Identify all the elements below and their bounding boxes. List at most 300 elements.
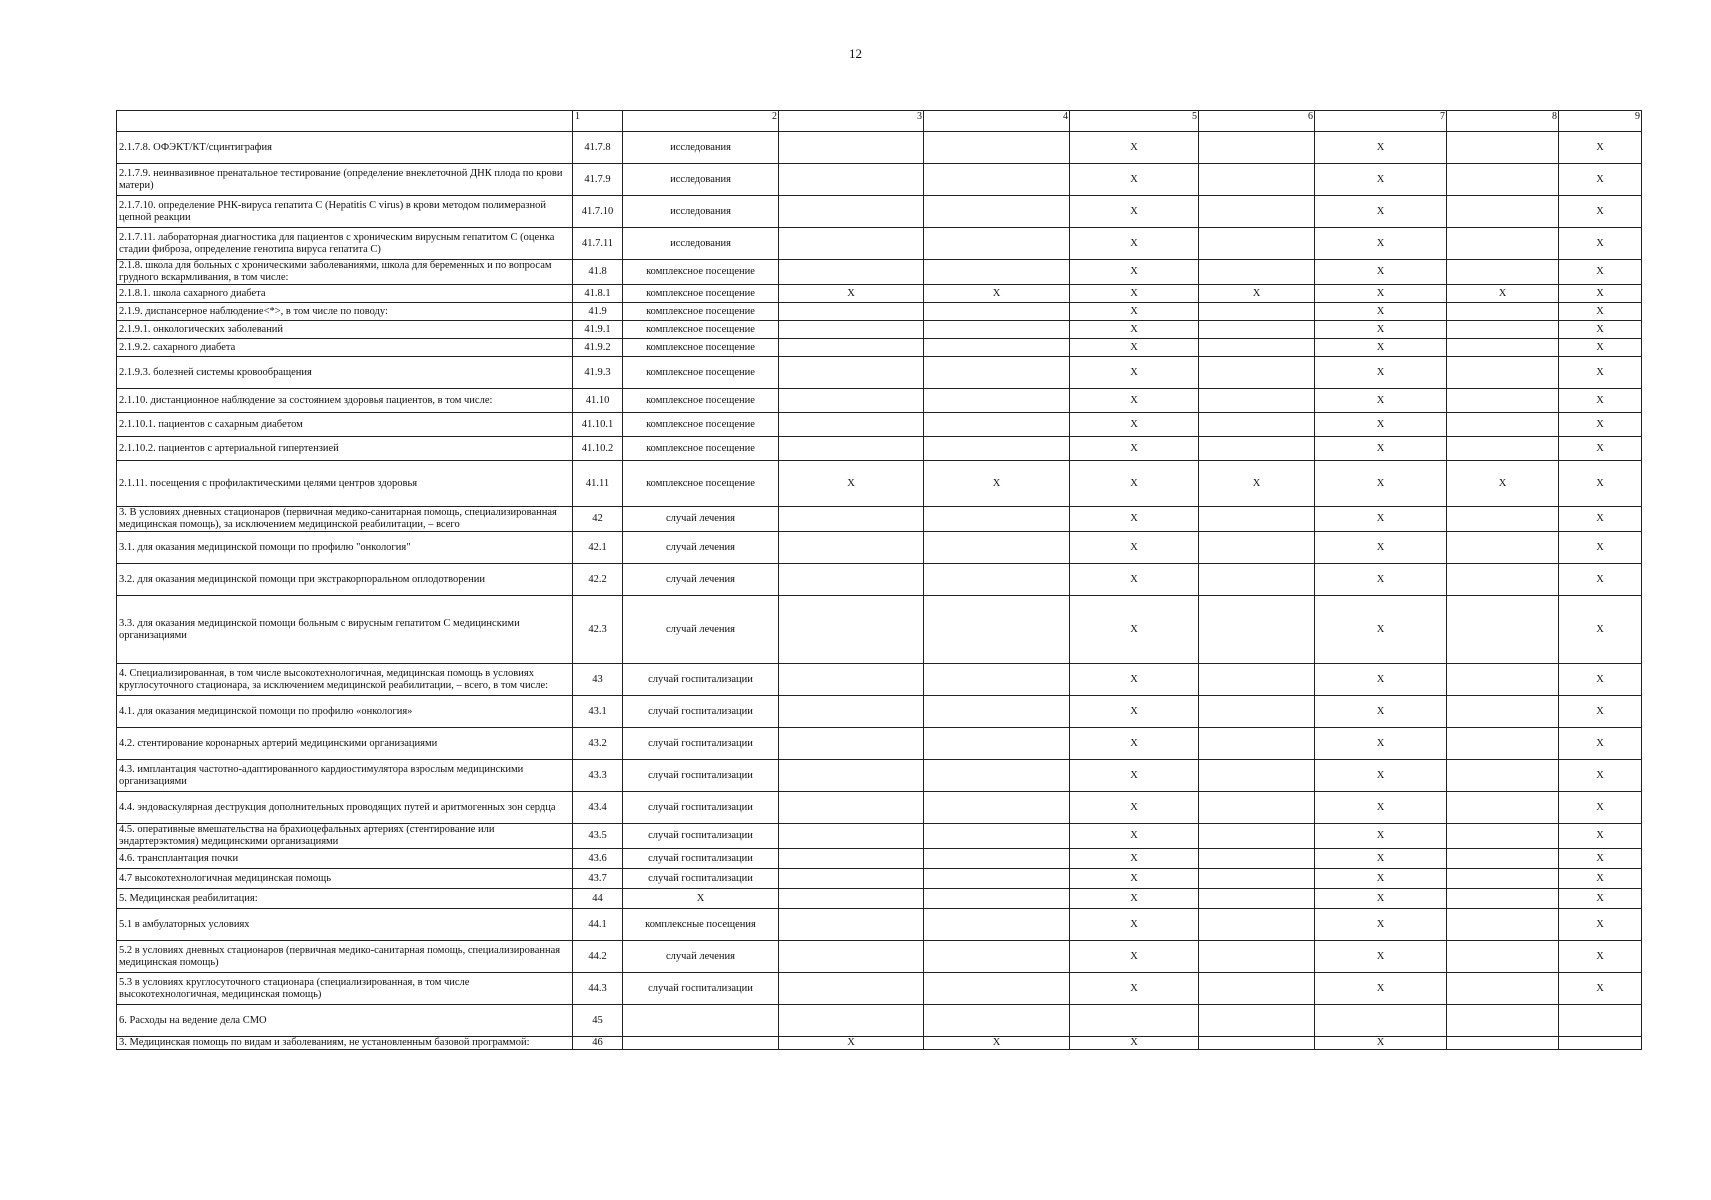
col3-cell — [779, 564, 924, 596]
col8-cell — [1447, 973, 1559, 1005]
header-row — [117, 111, 1642, 132]
col8-cell — [1447, 228, 1559, 260]
col6-cell — [1199, 849, 1315, 869]
row-code-cell: 41.11 — [573, 461, 623, 507]
col8-cell — [1447, 696, 1559, 728]
col8-cell — [1447, 664, 1559, 696]
row-code-cell: 41.9 — [573, 303, 623, 321]
col6-cell — [1199, 596, 1315, 664]
col5-cell: X — [1070, 164, 1199, 196]
row-name-cell: 2.1.8.1. школа сахарного диабета — [117, 285, 573, 303]
row-name-cell: 3.2. для оказания медицинской помощи при экстракорпоральном оплодотворении — [117, 564, 573, 596]
col8-cell — [1447, 413, 1559, 437]
row-code-cell: 42.3 — [573, 596, 623, 664]
table-row — [117, 357, 1642, 389]
row-name-cell: 6. Расходы на ведение дела СМО — [117, 1005, 573, 1037]
col3-cell — [779, 909, 924, 941]
row-code-cell: 44.1 — [573, 909, 623, 941]
row-name-cell: 5.3 в условиях круглосуточного стационара (специализированная, в том числе высокотехнологичная, медицинская помощь) — [117, 973, 573, 1005]
col4-cell — [924, 164, 1070, 196]
table-row — [117, 728, 1642, 760]
col4-cell — [924, 507, 1070, 532]
col4-cell — [924, 321, 1070, 339]
row-name-cell: 4.5. оперативные вмешательства на брахиоцефальных артериях (стентирование или эндартерэктомия) медицинскими организациями — [117, 824, 573, 849]
col5-cell: X — [1070, 228, 1199, 260]
row-unit-cell: случай госпитализации — [623, 824, 779, 849]
row-code-cell: 41.10.1 — [573, 413, 623, 437]
col9-cell: X — [1559, 696, 1642, 728]
col7-cell: X — [1315, 228, 1447, 260]
row-name-cell: 4. Специализированная, в том числе высокотехнологичная, медицинская помощь в условиях круглосуточного стационара, за исключением медицинской реабилитации, – всего, в том числе: — [117, 664, 573, 696]
col5-cell: X — [1070, 285, 1199, 303]
col9-cell: X — [1559, 164, 1642, 196]
row-code-cell: 43.1 — [573, 696, 623, 728]
col5-cell: X — [1070, 1037, 1199, 1050]
row-unit-cell: исследования — [623, 228, 779, 260]
col3-cell — [779, 869, 924, 889]
row-code-cell: 41.9.3 — [573, 357, 623, 389]
col3-cell — [779, 1005, 924, 1037]
table-row — [117, 973, 1642, 1005]
row-name-cell: 2.1.7.11. лабораторная диагностика для пациентов с хроническим вирусным гепатитом С (оценка стадии фиброза, определение генотипа вируса гепатита С) — [117, 228, 573, 260]
col4-cell — [924, 357, 1070, 389]
column-number-0 — [117, 111, 573, 132]
col4-cell: X — [924, 285, 1070, 303]
table-row — [117, 303, 1642, 321]
col7-cell: X — [1315, 792, 1447, 824]
row-name-cell: 4.1. для оказания медицинской помощи по профилю «онкология» — [117, 696, 573, 728]
col7-cell: X — [1315, 889, 1447, 909]
col6-cell — [1199, 532, 1315, 564]
row-unit-cell: случай лечения — [623, 507, 779, 532]
col6-cell — [1199, 437, 1315, 461]
col4-cell — [924, 596, 1070, 664]
col8-cell — [1447, 260, 1559, 285]
col8-cell — [1447, 824, 1559, 849]
col6-cell — [1199, 824, 1315, 849]
row-name-cell: 3.3. для оказания медицинской помощи больным с вирусным гепатитом С медицинскими организациями — [117, 596, 573, 664]
col7-cell: X — [1315, 132, 1447, 164]
col7-cell: X — [1315, 285, 1447, 303]
col3-cell — [779, 437, 924, 461]
column-number-4: 4 — [924, 111, 1070, 132]
col7-cell: X — [1315, 909, 1447, 941]
table-row — [117, 1037, 1642, 1050]
col5-cell: X — [1070, 909, 1199, 941]
col8-cell — [1447, 196, 1559, 228]
column-number-6: 6 — [1199, 111, 1315, 132]
row-code-cell: 41.7.11 — [573, 228, 623, 260]
col6-cell — [1199, 196, 1315, 228]
col3-cell — [779, 889, 924, 909]
col8-cell — [1447, 164, 1559, 196]
col9-cell: X — [1559, 909, 1642, 941]
row-code-cell: 42.1 — [573, 532, 623, 564]
row-unit-cell: комплексное посещение — [623, 321, 779, 339]
col6-cell — [1199, 869, 1315, 889]
column-number-8: 8 — [1447, 111, 1559, 132]
col7-cell: X — [1315, 696, 1447, 728]
col8-cell — [1447, 303, 1559, 321]
row-name-cell: 4.3. имплантация частотно-адаптированного кардиостимулятора взрослым медицинскими организациями — [117, 760, 573, 792]
col4-cell — [924, 413, 1070, 437]
col5-cell: X — [1070, 339, 1199, 357]
col7-cell: X — [1315, 437, 1447, 461]
col9-cell: X — [1559, 461, 1642, 507]
col4-cell — [924, 303, 1070, 321]
col9-cell: X — [1559, 357, 1642, 389]
row-code-cell: 43 — [573, 664, 623, 696]
col7-cell: X — [1315, 941, 1447, 973]
row-code-cell: 43.5 — [573, 824, 623, 849]
col7-cell: X — [1315, 164, 1447, 196]
table-row — [117, 339, 1642, 357]
col7-cell: X — [1315, 728, 1447, 760]
col3-cell: X — [779, 285, 924, 303]
row-unit-cell: случай лечения — [623, 532, 779, 564]
row-code-cell: 43.3 — [573, 760, 623, 792]
col6-cell — [1199, 132, 1315, 164]
table-row — [117, 532, 1642, 564]
col7-cell: X — [1315, 196, 1447, 228]
col7-cell: X — [1315, 507, 1447, 532]
table-row — [117, 132, 1642, 164]
table-row — [117, 564, 1642, 596]
col3-cell — [779, 303, 924, 321]
row-unit-cell: комплексное посещение — [623, 260, 779, 285]
row-name-cell: 2.1.9.2. сахарного диабета — [117, 339, 573, 357]
row-name-cell: 2.1.9. диспансерное наблюдение<*>, в том числе по поводу: — [117, 303, 573, 321]
col6-cell — [1199, 339, 1315, 357]
row-unit-cell: комплексное посещение — [623, 339, 779, 357]
col3-cell — [779, 728, 924, 760]
col9-cell: X — [1559, 728, 1642, 760]
row-unit-cell — [623, 1005, 779, 1037]
row-code-cell: 43.7 — [573, 869, 623, 889]
col9-cell: X — [1559, 824, 1642, 849]
col8-cell — [1447, 596, 1559, 664]
col7-cell: X — [1315, 532, 1447, 564]
col9-cell: X — [1559, 664, 1642, 696]
col7-cell: X — [1315, 461, 1447, 507]
col3-cell — [779, 413, 924, 437]
table-row — [117, 437, 1642, 461]
row-code-cell: 46 — [573, 1037, 623, 1050]
col3-cell — [779, 228, 924, 260]
row-code-cell: 41.8 — [573, 260, 623, 285]
col7-cell: X — [1315, 1037, 1447, 1050]
table-row — [117, 228, 1642, 260]
col7-cell: X — [1315, 849, 1447, 869]
row-code-cell: 41.7.8 — [573, 132, 623, 164]
col6-cell — [1199, 889, 1315, 909]
row-name-cell: 2.1.7.10. определение РНК-вируса гепатита С (Hepatitis C virus) в крови методом полимеразной цепной реакции — [117, 196, 573, 228]
col4-cell — [924, 1005, 1070, 1037]
row-code-cell: 42 — [573, 507, 623, 532]
row-unit-cell: комплексное посещение — [623, 413, 779, 437]
col8-cell: X — [1447, 461, 1559, 507]
col3-cell — [779, 941, 924, 973]
column-number-5: 5 — [1070, 111, 1199, 132]
row-unit-cell: случай госпитализации — [623, 760, 779, 792]
col3-cell — [779, 164, 924, 196]
col7-cell: X — [1315, 389, 1447, 413]
table-row — [117, 321, 1642, 339]
col4-cell — [924, 389, 1070, 413]
row-code-cell: 41.10 — [573, 389, 623, 413]
col9-cell: X — [1559, 792, 1642, 824]
row-unit-cell: случай госпитализации — [623, 664, 779, 696]
row-unit-cell: случай лечения — [623, 941, 779, 973]
col5-cell: X — [1070, 196, 1199, 228]
row-name-cell: 2.1.10. дистанционное наблюдение за состоянием здоровья пациентов, в том числе: — [117, 389, 573, 413]
col3-cell — [779, 507, 924, 532]
table-row — [117, 909, 1642, 941]
col6-cell — [1199, 728, 1315, 760]
row-code-cell: 41.7.10 — [573, 196, 623, 228]
row-name-cell: 5.1 в амбулаторных условиях — [117, 909, 573, 941]
col6-cell — [1199, 321, 1315, 339]
row-unit-cell: случай госпитализации — [623, 869, 779, 889]
col3-cell — [779, 132, 924, 164]
row-code-cell: 44.2 — [573, 941, 623, 973]
row-unit-cell: случай госпитализации — [623, 849, 779, 869]
row-code-cell: 41.9.2 — [573, 339, 623, 357]
row-name-cell: 2.1.7.8. ОФЭКТ/КТ/сцинтиграфия — [117, 132, 573, 164]
col3-cell — [779, 973, 924, 1005]
col8-cell — [1447, 357, 1559, 389]
col4-cell — [924, 437, 1070, 461]
col4-cell — [924, 889, 1070, 909]
col3-cell — [779, 849, 924, 869]
row-code-cell: 41.7.9 — [573, 164, 623, 196]
col9-cell: X — [1559, 507, 1642, 532]
row-name-cell: 4.6. трансплантация почки — [117, 849, 573, 869]
table-row — [117, 196, 1642, 228]
col5-cell: X — [1070, 507, 1199, 532]
col7-cell: X — [1315, 973, 1447, 1005]
table-row — [117, 792, 1642, 824]
tariff-table — [116, 110, 1642, 1050]
col5-cell: X — [1070, 760, 1199, 792]
col9-cell: X — [1559, 413, 1642, 437]
col9-cell: X — [1559, 869, 1642, 889]
col6-cell — [1199, 413, 1315, 437]
col8-cell — [1447, 1005, 1559, 1037]
table-row — [117, 696, 1642, 728]
col5-cell: X — [1070, 321, 1199, 339]
col9-cell: X — [1559, 389, 1642, 413]
col5-cell: X — [1070, 941, 1199, 973]
row-code-cell: 44.3 — [573, 973, 623, 1005]
col4-cell — [924, 132, 1070, 164]
column-number-9: 9 — [1559, 111, 1642, 132]
col4-cell — [924, 941, 1070, 973]
row-name-cell: 2.1.9.1. онкологических заболеваний — [117, 321, 573, 339]
col3-cell — [779, 664, 924, 696]
col8-cell — [1447, 760, 1559, 792]
col8-cell — [1447, 889, 1559, 909]
col5-cell: X — [1070, 664, 1199, 696]
row-name-cell: 3. В условиях дневных стационаров (первичная медико-санитарная помощь, специализированная медицинская помощь), за исключением медицинской реабилитации, – всего — [117, 507, 573, 532]
col6-cell — [1199, 760, 1315, 792]
col9-cell: X — [1559, 889, 1642, 909]
col6-cell — [1199, 973, 1315, 1005]
table-row — [117, 507, 1642, 532]
col4-cell — [924, 339, 1070, 357]
col6-cell — [1199, 260, 1315, 285]
col3-cell — [779, 321, 924, 339]
col6-cell — [1199, 941, 1315, 973]
col3-cell: X — [779, 461, 924, 507]
col8-cell — [1447, 339, 1559, 357]
table-row — [117, 664, 1642, 696]
row-name-cell: 2.1.11. посещения с профилактическими целями центров здоровья — [117, 461, 573, 507]
col3-cell — [779, 824, 924, 849]
col9-cell: X — [1559, 849, 1642, 869]
col3-cell — [779, 260, 924, 285]
col9-cell: X — [1559, 228, 1642, 260]
col5-cell: X — [1070, 696, 1199, 728]
col5-cell: X — [1070, 357, 1199, 389]
table-row — [117, 596, 1642, 664]
col7-cell: X — [1315, 357, 1447, 389]
col7-cell: X — [1315, 869, 1447, 889]
col7-cell: X — [1315, 664, 1447, 696]
col8-cell — [1447, 941, 1559, 973]
col3-cell — [779, 339, 924, 357]
row-code-cell: 43.4 — [573, 792, 623, 824]
col7-cell: X — [1315, 564, 1447, 596]
table-row — [117, 824, 1642, 849]
row-unit-cell: случай госпитализации — [623, 792, 779, 824]
table-row — [117, 889, 1642, 909]
col4-cell: X — [924, 1037, 1070, 1050]
row-code-cell: 41.9.1 — [573, 321, 623, 339]
row-unit-cell: случай госпитализации — [623, 973, 779, 1005]
col6-cell — [1199, 1005, 1315, 1037]
col3-cell — [779, 760, 924, 792]
col6-cell — [1199, 696, 1315, 728]
row-code-cell: 42.2 — [573, 564, 623, 596]
col6-cell — [1199, 792, 1315, 824]
col9-cell: X — [1559, 941, 1642, 973]
row-code-cell: 43.2 — [573, 728, 623, 760]
col3-cell — [779, 792, 924, 824]
row-unit-cell — [623, 1037, 779, 1050]
row-code-cell: 43.6 — [573, 849, 623, 869]
col4-cell — [924, 532, 1070, 564]
col5-cell: X — [1070, 596, 1199, 664]
column-number-7: 7 — [1315, 111, 1447, 132]
col6-cell — [1199, 909, 1315, 941]
col3-cell — [779, 596, 924, 664]
col5-cell: X — [1070, 824, 1199, 849]
col8-cell — [1447, 437, 1559, 461]
col9-cell — [1559, 1037, 1642, 1050]
col4-cell — [924, 260, 1070, 285]
col4-cell — [924, 728, 1070, 760]
row-unit-cell: X — [623, 889, 779, 909]
column-number-2: 2 — [623, 111, 779, 132]
col4-cell — [924, 849, 1070, 869]
row-unit-cell: случай лечения — [623, 596, 779, 664]
row-unit-cell: комплексное посещение — [623, 437, 779, 461]
row-name-cell: 2.1.10.1. пациентов с сахарным диабетом — [117, 413, 573, 437]
col6-cell: X — [1199, 461, 1315, 507]
col7-cell: X — [1315, 824, 1447, 849]
row-unit-cell: случай лечения — [623, 564, 779, 596]
row-unit-cell: случай госпитализации — [623, 728, 779, 760]
col3-cell — [779, 357, 924, 389]
row-name-cell: 5. Медицинская реабилитация: — [117, 889, 573, 909]
col6-cell — [1199, 228, 1315, 260]
row-unit-cell: комплексное посещение — [623, 389, 779, 413]
col9-cell: X — [1559, 321, 1642, 339]
col8-cell: X — [1447, 285, 1559, 303]
row-name-cell: 5.2 в условиях дневных стационаров (первичная медико-санитарная помощь, специализированная медицинская помощь) — [117, 941, 573, 973]
col4-cell — [924, 228, 1070, 260]
row-name-cell: 4.2. стентирование коронарных артерий медицинскими организациями — [117, 728, 573, 760]
row-code-cell: 41.8.1 — [573, 285, 623, 303]
table-row — [117, 941, 1642, 973]
col3-cell — [779, 696, 924, 728]
row-name-cell: 2.1.8. школа для больных с хроническими заболеваниями, школа для беременных и по вопросам грудного вскармливания, в том числе: — [117, 260, 573, 285]
row-unit-cell: комплексные посещения — [623, 909, 779, 941]
col7-cell: X — [1315, 303, 1447, 321]
col9-cell: X — [1559, 285, 1642, 303]
col5-cell: X — [1070, 792, 1199, 824]
col7-cell: X — [1315, 339, 1447, 357]
col9-cell: X — [1559, 339, 1642, 357]
table-row — [117, 1005, 1642, 1037]
row-unit-cell: исследования — [623, 132, 779, 164]
col7-cell: X — [1315, 260, 1447, 285]
col9-cell: X — [1559, 596, 1642, 664]
col3-cell — [779, 196, 924, 228]
col4-cell: X — [924, 461, 1070, 507]
col9-cell: X — [1559, 437, 1642, 461]
col5-cell: X — [1070, 849, 1199, 869]
col5-cell: X — [1070, 389, 1199, 413]
row-name-cell: 3. Медицинская помощь по видам и заболеваниям, не установленным базовой программой: — [117, 1037, 573, 1050]
page-number: 12 — [849, 46, 862, 61]
col5-cell: X — [1070, 532, 1199, 564]
col4-cell — [924, 792, 1070, 824]
col5-cell: X — [1070, 869, 1199, 889]
col4-cell — [924, 196, 1070, 228]
col7-cell: X — [1315, 760, 1447, 792]
col8-cell — [1447, 869, 1559, 889]
row-name-cell: 3.1. для оказания медицинской помощи по профилю "онкология" — [117, 532, 573, 564]
col9-cell: X — [1559, 132, 1642, 164]
col9-cell: X — [1559, 564, 1642, 596]
col4-cell — [924, 664, 1070, 696]
table-row — [117, 760, 1642, 792]
row-unit-cell: комплексное посещение — [623, 461, 779, 507]
col3-cell — [779, 389, 924, 413]
col7-cell: X — [1315, 413, 1447, 437]
col8-cell — [1447, 321, 1559, 339]
col6-cell — [1199, 303, 1315, 321]
column-number-1: 1 — [573, 111, 623, 132]
col8-cell — [1447, 1037, 1559, 1050]
col4-cell — [924, 824, 1070, 849]
col8-cell — [1447, 909, 1559, 941]
col4-cell — [924, 696, 1070, 728]
col9-cell: X — [1559, 196, 1642, 228]
col5-cell: X — [1070, 889, 1199, 909]
